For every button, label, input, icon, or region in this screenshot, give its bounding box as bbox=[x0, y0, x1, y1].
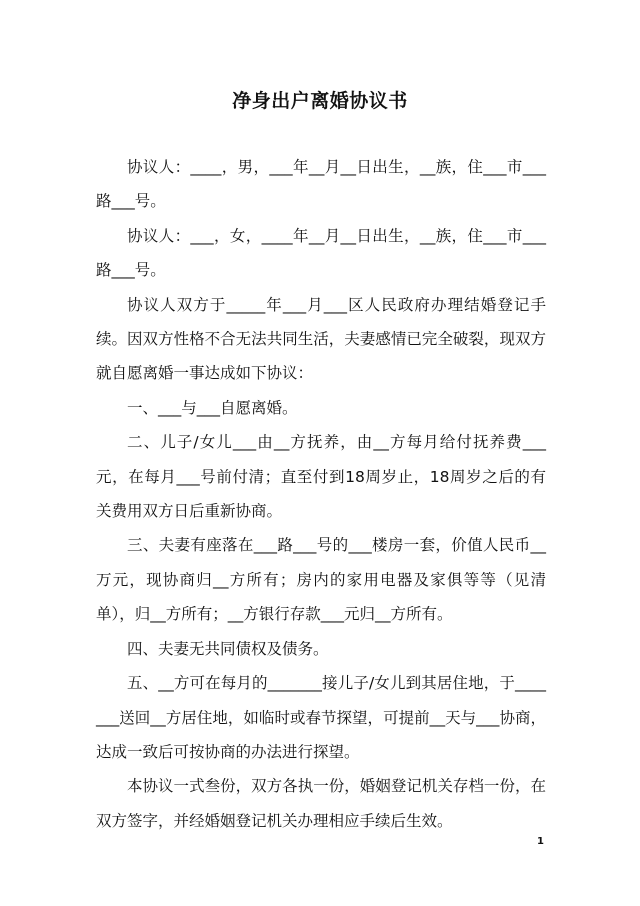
paragraph-marriage-registration: 协议人双方于_____年___月___区人民政府办理结婚登记手续。因双方性格不合无法共同生活，夫妻感情已完全破裂，现双方就自愿离婚一事达成如下协议： bbox=[96, 295, 546, 383]
paragraph-clause-5: 五、__方可在每月的_______接儿子/女儿到其居住地，于_______送回__方居住地，如临时或春节探望，可提前__天与___协商，达成一致后可按协商的办法进行探望。 bbox=[96, 674, 546, 761]
paragraph-effectiveness: 本协议一式叁份，双方各执一份，婚姻登记机关存档一份，在双方签字，并经婚姻登记机关办理相应手续后生效。 bbox=[96, 777, 546, 830]
document-title: 净身出户离婚协议书 bbox=[232, 90, 408, 112]
paragraph-clause-3: 三、夫妻有座落在___路___号的___楼房一套，价值人民币__万元，现协商归__方所有；房内的家用电器及家俱等等（见清单），归__方所有；__方银行存款___元归__方所有。 bbox=[96, 536, 546, 624]
document-body bbox=[96, 150, 546, 838]
paragraph-party-female: 协议人：___，女，____年__月__日出生，__族，住___市___路___号。 bbox=[96, 226, 546, 280]
paragraph-party-male: 协议人：____，男，___年__月__日出生，__族，住___市___路___号。 bbox=[96, 158, 546, 211]
paragraph-clause-1: 一、___与___自愿离婚。 bbox=[127, 398, 298, 417]
paragraph-clause-2: 二、儿子/女儿___由__方抚养，由__方每月给付抚养费___元，在每月___号前付清；直至付到18周岁止，18周岁之后的有关费用双方日后重新协商。 bbox=[96, 433, 546, 521]
paragraph-clause-4: 四、夫妻无共同债权及债务。 bbox=[127, 639, 329, 658]
page-number: 1 bbox=[537, 836, 544, 847]
